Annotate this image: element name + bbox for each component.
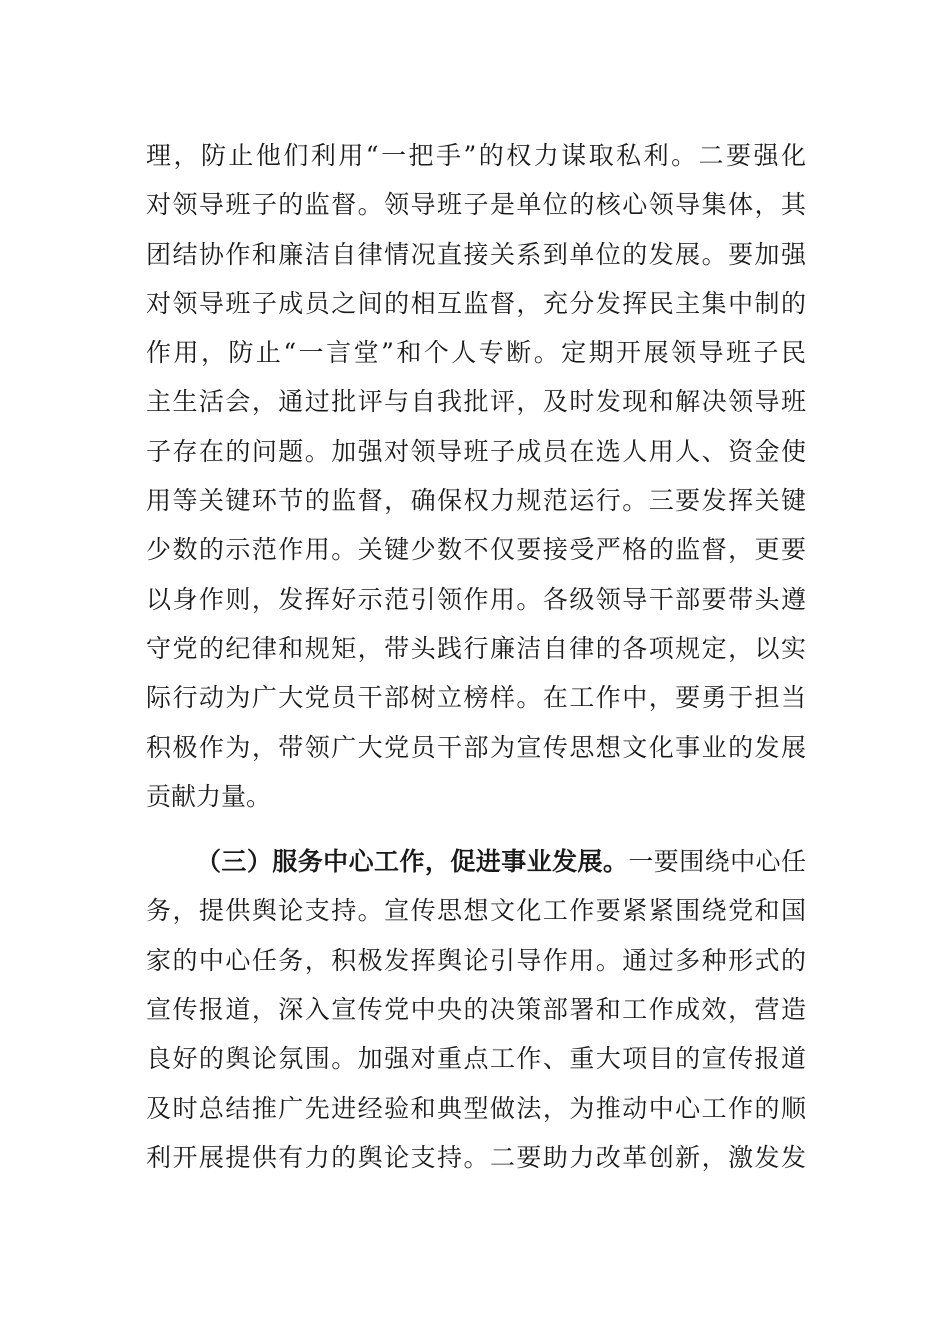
text-line	[146, 837, 806, 886]
text-line: 对领导班子成员之间的相互监督，充分发挥民主集中制的	[146, 288, 806, 318]
heading-continuation: 一要围绕中心任	[628, 847, 806, 877]
text-line: 及时总结推广先进经验和典型做法，为推动中心工作的顺	[146, 1093, 806, 1123]
text-line: 理，防止他们利用“一把手”的权力谋取私利。二要强化	[146, 141, 806, 170]
text-line: 利开展提供有力的舆论支持。二要助力改革创新，激发发	[146, 1142, 806, 1172]
text-line: 守党的纪律和规矩，带头践行廉洁自律的各项规定，以实	[146, 633, 806, 663]
text-line: 以身作则，发挥好示范引领作用。各级领导干部要带头遵	[146, 584, 806, 614]
text-line: 对领导班子的监督。领导班子是单位的核心领导集体，其	[146, 190, 806, 220]
paragraph-supervision	[146, 131, 806, 821]
paragraph-gap	[146, 821, 806, 837]
text-line: 子存在的问题。加强对领导班子成员在选人用人、资金使	[146, 436, 806, 466]
text-line: 良好的舆论氛围。加强对重点工作、重大项目的宣传报道	[146, 1044, 806, 1074]
text-line: 主生活会，通过批评与自我批评，及时发现和解决领导班	[146, 387, 806, 417]
text-line: 家的中心任务，积极发挥舆论引导作用。通过多种形式的	[146, 945, 806, 975]
text-line: 团结协作和廉洁自律情况直接关系到单位的发展。要加强	[146, 239, 806, 269]
paragraph-service-center	[146, 837, 806, 1182]
text-line: 际行动为广大党员干部树立榜样。在工作中，要勇于担当	[146, 683, 806, 713]
section-heading: （三）服务中心工作，促进事业发展。	[196, 847, 629, 877]
text-line: 用等关键环节的监督，确保权力规范运行。三要发挥关键	[146, 486, 806, 516]
text-line: 贡献力量。	[146, 781, 272, 811]
text-line: 作用，防止“一言堂”和个人专断。定期开展领导班子民	[146, 338, 806, 368]
text-line: 少数的示范作用。关键少数不仅要接受严格的监督，更要	[146, 535, 806, 565]
text-line: 务，提供舆论支持。宣传思想文化工作要紧紧围绕党和国	[146, 896, 806, 926]
text-line: 积极作为，带领广大党员干部为宣传思想文化事业的发展	[146, 732, 806, 762]
text-line: 宣传报道，深入宣传党中央的决策部署和工作成效，营造	[146, 995, 806, 1025]
document-body	[146, 131, 806, 1182]
